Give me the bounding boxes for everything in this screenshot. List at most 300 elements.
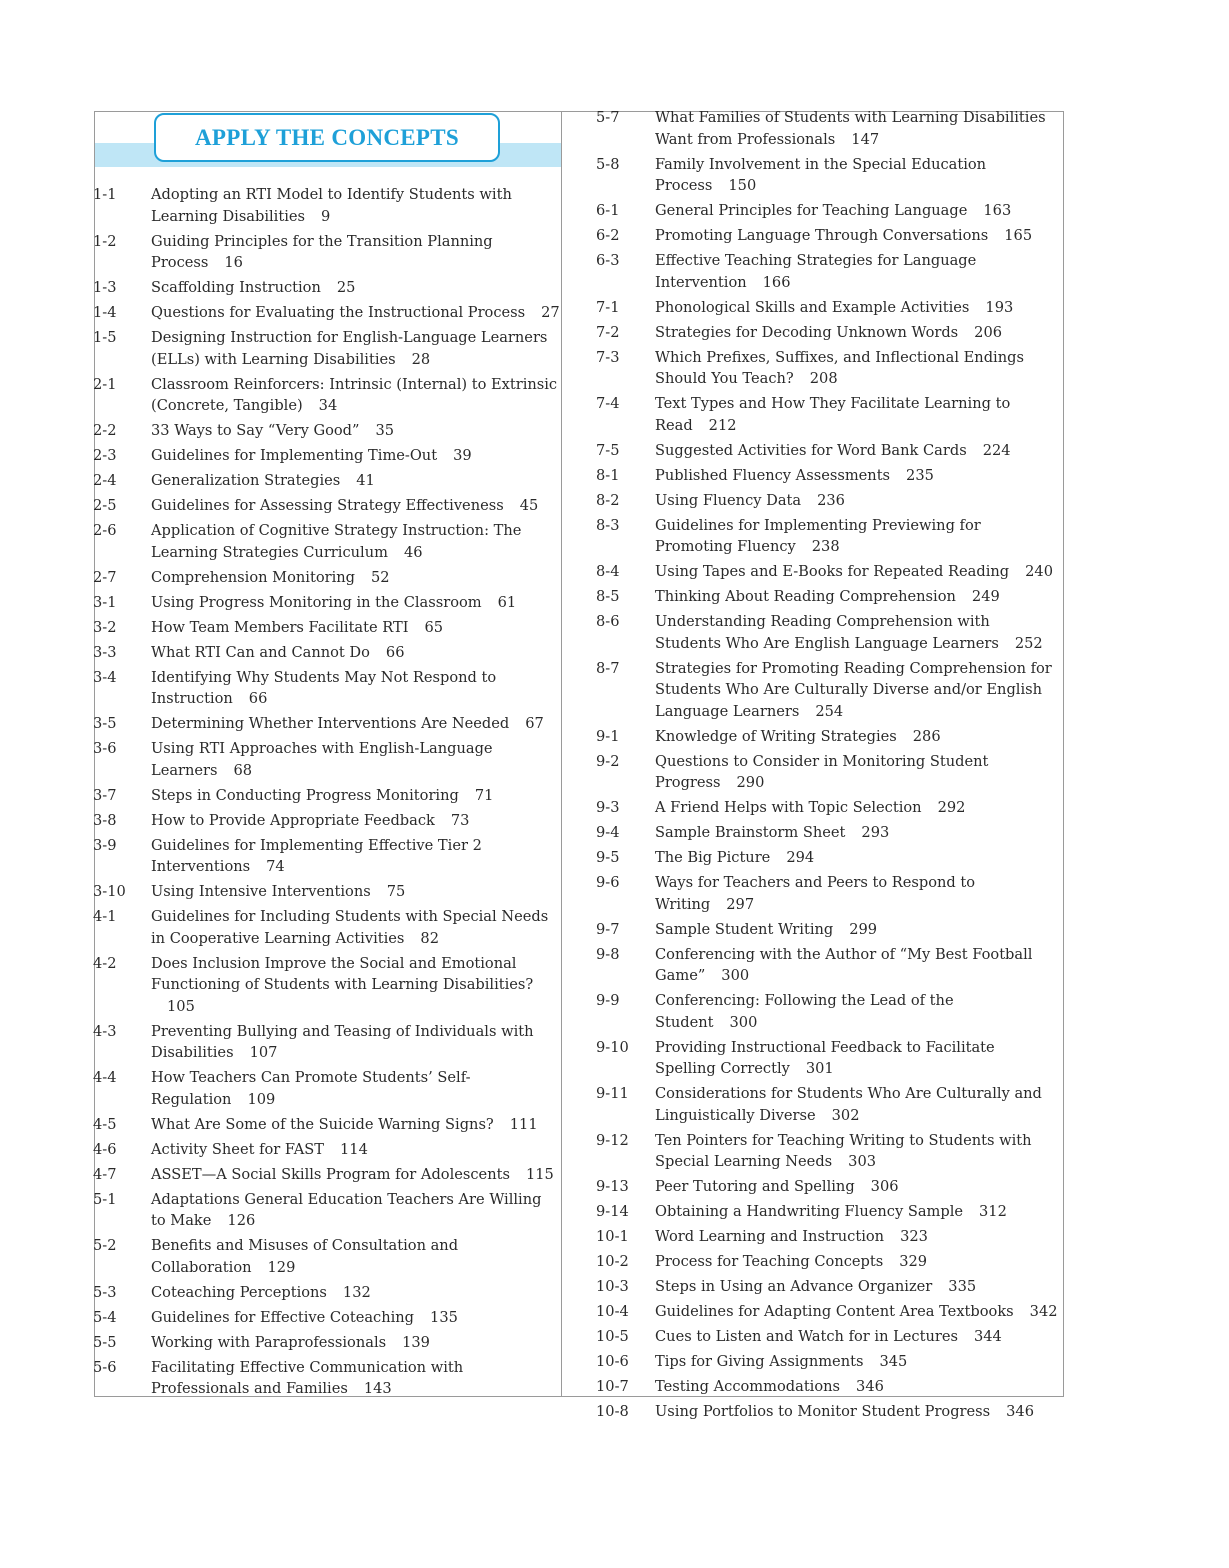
entry-number: 5-6 <box>93 1358 117 1376</box>
entry-text <box>655 490 1058 512</box>
section-heading: APPLY THE CONCEPTS <box>195 124 459 150</box>
entry-text <box>655 1083 1058 1126</box>
toc-entry <box>596 1226 1058 1248</box>
toc-entry <box>93 1067 560 1110</box>
entry-title: Suggested Activities for Word Bank Cards <box>655 441 967 459</box>
entry-title: Cues to Listen and Watch for in Lectures <box>655 1328 958 1345</box>
entry-text <box>151 1021 560 1064</box>
entry-number: 4-7 <box>93 1165 117 1183</box>
entry-title: Adaptations General Education Teachers Are Willing to Make <box>151 1190 542 1229</box>
toc-entry <box>93 713 560 735</box>
entry-text <box>151 567 560 589</box>
entry-text <box>655 297 1058 319</box>
toc-entry <box>93 906 560 949</box>
entry-text <box>151 470 560 492</box>
entry-text <box>655 751 1058 794</box>
entry-page: 28 <box>411 350 431 368</box>
entry-text <box>151 738 560 781</box>
entry-number: 6-3 <box>596 252 620 269</box>
entry-title: Guidelines for Implementing Previewing for Promoting Fluency <box>655 516 981 555</box>
entry-title: Providing Instructional Feedback to Facilitate Spelling Correctly <box>655 1038 995 1077</box>
entry-title: Scaffolding Instruction <box>151 279 321 296</box>
entry-title: ASSET—A Social Skills Program for Adolescents <box>151 1165 510 1183</box>
toc-entry <box>93 810 560 832</box>
toc-entry <box>596 393 1058 436</box>
entry-text <box>151 835 560 878</box>
entry-page: 286 <box>912 727 941 745</box>
entry-number: 10-1 <box>596 1228 629 1245</box>
toc-entry <box>93 567 560 589</box>
entry-title: Word Learning and Instruction <box>655 1228 885 1245</box>
toc-entry <box>93 1164 560 1186</box>
entry-text <box>151 713 560 735</box>
entry-number: 9-13 <box>596 1178 629 1195</box>
entry-page: 61 <box>497 593 517 611</box>
entry-number: 9-5 <box>596 849 620 866</box>
entry-page: 35 <box>375 422 395 439</box>
entry-title: Tips for Giving Assignments <box>655 1353 864 1370</box>
entry-text <box>655 726 1058 748</box>
toc-entry <box>93 1139 560 1161</box>
entry-title: Questions to Consider in Monitoring Student Progress <box>655 752 989 791</box>
entry-title: Strategies for Promoting Reading Comprehension for Students Who Are Culturally Diverse and/or English Language Learners <box>655 659 1052 720</box>
entry-number: 5-5 <box>93 1333 117 1351</box>
entry-text <box>151 642 560 664</box>
entry-title: Considerations for Students Who Are Culturally and Linguistically Diverse <box>655 1085 1042 1124</box>
entry-page: 235 <box>906 466 934 484</box>
entry-page: 25 <box>336 279 356 296</box>
toc-entry <box>93 327 560 370</box>
entry-page: 107 <box>249 1044 278 1061</box>
entry-title: Adopting an RTI Model to Identify Students with Learning Disabilities <box>151 186 512 225</box>
entry-title: Guidelines for Adapting Content Area Textbooks <box>655 1303 1014 1320</box>
heading-box <box>154 113 500 162</box>
toc-entry <box>596 225 1058 247</box>
entry-number: 9-12 <box>596 1131 629 1149</box>
entry-number: 9-6 <box>596 874 620 891</box>
entry-number: 3-9 <box>93 836 117 854</box>
entry-page: 300 <box>729 1013 758 1031</box>
entry-text <box>151 1307 560 1329</box>
entry-number: 9-14 <box>596 1203 629 1220</box>
entry-page: 236 <box>817 491 845 509</box>
entry-text <box>151 906 560 949</box>
entry-title: Guidelines for Implementing Effective Tier 2 Interventions <box>151 836 482 875</box>
toc-entry <box>596 1037 1058 1080</box>
entry-page: 299 <box>849 920 878 938</box>
entry-number: 4-6 <box>93 1140 117 1158</box>
entry-text <box>151 1164 560 1186</box>
entry-page: 41 <box>356 472 375 489</box>
toc-entry <box>596 1376 1058 1398</box>
right-column <box>596 107 1058 1426</box>
entry-title: Determining Whether Interventions Are Needed <box>151 715 510 732</box>
entry-page: 66 <box>248 690 268 707</box>
entry-text <box>655 1301 1058 1323</box>
toc-entry <box>596 797 1058 819</box>
entry-page: 346 <box>1006 1403 1034 1420</box>
entry-text <box>151 617 560 639</box>
toc-entry <box>93 881 560 903</box>
entry-title: What RTI Can and Cannot Do <box>151 643 370 661</box>
column-divider <box>561 111 562 1397</box>
toc-entry <box>596 726 1058 748</box>
entry-title: Thinking About Reading Comprehension <box>655 588 956 605</box>
entry-text <box>151 420 560 442</box>
entry-number: 10-6 <box>596 1353 629 1370</box>
entry-title: How Teachers Can Promote Students’ Self-Regulation <box>151 1069 471 1108</box>
toc-entry <box>596 561 1058 583</box>
entry-page: 65 <box>424 618 444 636</box>
entry-title: Which Prefixes, Suffixes, and Inflectional Endings Should You Teach? <box>655 348 1024 387</box>
toc-entry <box>93 520 560 563</box>
entry-page: 139 <box>402 1333 430 1351</box>
entry-text <box>151 445 560 467</box>
entry-text <box>151 184 560 227</box>
toc-entry <box>596 1276 1058 1298</box>
entry-page: 302 <box>831 1106 860 1124</box>
toc-entry <box>596 347 1058 390</box>
entry-text <box>151 231 560 274</box>
entry-text <box>655 250 1058 293</box>
entry-text <box>151 1139 560 1161</box>
entry-page: 105 <box>167 997 195 1015</box>
toc-entry <box>596 322 1058 344</box>
entry-title: Using RTI Approaches with English-Language Learners <box>151 740 493 779</box>
entry-text <box>655 393 1058 436</box>
toc-entry <box>596 1301 1058 1323</box>
entry-title: Published Fluency Assessments <box>655 466 891 484</box>
entry-page: 66 <box>385 643 405 661</box>
entry-number: 10-3 <box>596 1278 629 1295</box>
toc-entry <box>596 490 1058 512</box>
entry-page: 143 <box>363 1380 392 1397</box>
entry-title: Sample Student Writing <box>655 920 834 938</box>
entry-number: 10-2 <box>596 1253 629 1270</box>
toc-entry <box>596 1326 1058 1348</box>
toc-entry <box>93 642 560 664</box>
entry-title: Benefits and Misuses of Consultation and Collaboration <box>151 1237 459 1276</box>
entry-title: Testing Accommodations <box>655 1378 841 1395</box>
entry-text <box>151 1067 560 1110</box>
entry-title: Steps in Conducting Progress Monitoring <box>151 786 459 804</box>
entry-number: 4-3 <box>93 1022 117 1040</box>
toc-entry <box>93 1235 560 1278</box>
entry-text <box>151 667 560 710</box>
entry-number: 5-1 <box>93 1190 117 1208</box>
toc-entry <box>596 154 1058 197</box>
entry-title: Using Fluency Data <box>655 491 802 509</box>
entry-number: 5-7 <box>596 109 620 126</box>
toc-entry <box>596 1251 1058 1273</box>
entry-page: 329 <box>899 1253 928 1270</box>
entry-title: Identifying Why Students May Not Respond to Instruction <box>151 668 497 707</box>
toc-entry <box>93 1114 560 1136</box>
entry-title: Understanding Reading Comprehension with Students Who Are English Language Learners <box>655 613 999 652</box>
entry-page: 166 <box>762 273 791 291</box>
entry-number: 9-3 <box>596 799 620 816</box>
entry-text <box>151 1357 560 1400</box>
entry-number: 7-1 <box>596 298 620 316</box>
entry-title: Strategies for Decoding Unknown Words <box>655 323 959 341</box>
entry-text <box>655 347 1058 390</box>
entry-text <box>151 881 560 903</box>
entry-page: 312 <box>979 1203 1007 1220</box>
entry-text <box>655 990 1058 1033</box>
toc-entry <box>93 302 560 324</box>
entry-title: Generalization Strategies <box>151 472 341 489</box>
toc-entry <box>93 231 560 274</box>
entry-page: 111 <box>509 1115 538 1133</box>
entry-page: 52 <box>371 568 390 586</box>
entry-page: 132 <box>342 1283 371 1301</box>
entry-page: 129 <box>267 1258 296 1276</box>
toc-entry <box>596 847 1058 869</box>
entry-title: Sample Brainstorm Sheet <box>655 824 846 841</box>
entry-title: 33 Ways to Say “Very Good” <box>151 422 360 439</box>
toc-entry <box>93 835 560 878</box>
entry-number: 9-9 <box>596 992 620 1009</box>
entry-page: 335 <box>948 1278 977 1295</box>
entry-text <box>655 515 1058 558</box>
entry-number: 8-1 <box>596 466 620 484</box>
entry-number: 3-6 <box>93 740 117 757</box>
entry-page: 150 <box>728 177 757 194</box>
entry-number: 4-5 <box>93 1115 117 1133</box>
entry-number: 9-10 <box>596 1038 629 1056</box>
entry-title: Guidelines for Effective Coteaching <box>151 1308 415 1326</box>
entry-page: 297 <box>726 895 755 913</box>
entry-text <box>655 847 1058 869</box>
entry-text <box>655 1176 1058 1198</box>
entry-page: 212 <box>708 416 737 434</box>
entry-number: 9-2 <box>596 752 620 770</box>
entry-title: Application of Cognitive Strategy Instruction: The Learning Strategies Curriculum <box>151 522 522 561</box>
entry-page: 165 <box>1004 227 1033 244</box>
entry-title: Preventing Bullying and Teasing of Individuals with Disabilities <box>151 1022 534 1061</box>
toc-entry <box>93 420 560 442</box>
entry-title: Facilitating Effective Communication with Professionals and Families <box>151 1358 464 1397</box>
entry-number: 2-6 <box>93 522 117 539</box>
toc-entry <box>93 1307 560 1329</box>
entry-page: 323 <box>900 1228 928 1245</box>
entry-number: 7-3 <box>596 348 620 366</box>
entry-text <box>151 1114 560 1136</box>
entry-page: 147 <box>851 130 880 148</box>
entry-page: 135 <box>430 1308 458 1326</box>
entry-text <box>151 374 560 417</box>
entry-title: Guidelines for Implementing Time-Out <box>151 447 438 464</box>
entry-text <box>151 592 560 614</box>
entry-number: 2-5 <box>93 497 117 514</box>
entry-page: 163 <box>983 202 1012 219</box>
entry-page: 71 <box>474 786 494 804</box>
entry-page: 45 <box>519 497 539 514</box>
toc-entry <box>596 250 1058 293</box>
entry-number: 3-1 <box>93 593 117 611</box>
entry-number: 8-7 <box>596 659 620 677</box>
entry-text <box>655 919 1058 941</box>
toc-entry <box>596 1201 1058 1223</box>
entry-page: 249 <box>971 588 1000 605</box>
toc-entry <box>93 785 560 807</box>
entry-number: 5-3 <box>93 1283 117 1301</box>
entry-title: Obtaining a Handwriting Fluency Sample <box>655 1203 964 1220</box>
entry-title: Comprehension Monitoring <box>151 568 355 586</box>
entry-title: Process for Teaching Concepts <box>655 1253 884 1270</box>
entry-title: Family Involvement in the Special Education Process <box>655 155 987 194</box>
entry-title: Knowledge of Writing Strategies <box>655 727 897 745</box>
entry-page: 126 <box>227 1212 256 1229</box>
toc-entry <box>596 200 1058 222</box>
toc-entry <box>93 277 560 299</box>
entry-title: Does Inclusion Improve the Social and Emotional Functioning of Students with Learning Disabilities? <box>151 954 534 993</box>
entry-number: 2-4 <box>93 472 117 489</box>
entry-page: 34 <box>318 397 338 414</box>
entry-page: 238 <box>811 538 840 555</box>
entry-page: 67 <box>525 715 544 732</box>
entry-page: 114 <box>340 1140 368 1158</box>
entry-text <box>151 1282 560 1304</box>
entry-text <box>655 107 1058 150</box>
entry-text <box>655 1130 1058 1173</box>
entry-page: 73 <box>450 811 470 829</box>
entry-title: General Principles for Teaching Language <box>655 202 968 219</box>
toc-entry <box>93 1021 560 1064</box>
toc-entry <box>93 495 560 517</box>
entry-number: 5-4 <box>93 1308 117 1326</box>
entry-title: Using Intensive Interventions <box>151 883 371 900</box>
entry-text <box>655 1201 1058 1223</box>
entry-page: 344 <box>973 1328 1002 1345</box>
entry-text <box>655 822 1058 844</box>
entry-number: 10-8 <box>596 1403 629 1420</box>
entry-title: Working with Paraprofessionals <box>151 1333 387 1351</box>
entry-number: 6-2 <box>596 227 620 244</box>
entry-number: 4-2 <box>93 954 117 972</box>
entry-title: Conferencing: Following the Lead of the Student <box>655 992 954 1031</box>
toc-entry <box>596 751 1058 794</box>
entry-text <box>655 200 1058 222</box>
entry-page: 303 <box>848 1153 877 1170</box>
toc-entry <box>93 667 560 710</box>
entry-title: Guiding Principles for the Transition Planning Process <box>151 232 493 271</box>
entry-title: How Team Members Facilitate RTI <box>151 618 409 636</box>
entry-number: 8-6 <box>596 613 620 630</box>
entry-number: 5-2 <box>93 1237 117 1254</box>
toc-entry <box>596 297 1058 319</box>
entry-title: Using Tapes and E-Books for Repeated Reading <box>655 563 1010 580</box>
entry-number: 7-5 <box>596 441 620 459</box>
entry-title: Using Progress Monitoring in the Classroom <box>151 593 482 611</box>
entry-number: 6-1 <box>596 202 620 219</box>
entry-number: 7-2 <box>596 323 620 341</box>
entry-number: 10-5 <box>596 1328 629 1345</box>
entry-number: 3-3 <box>93 643 117 661</box>
entry-number: 9-4 <box>596 824 620 841</box>
toc-entry <box>93 592 560 614</box>
entry-number: 9-8 <box>596 945 620 963</box>
entry-number: 8-3 <box>596 516 620 534</box>
toc-entry <box>596 440 1058 462</box>
entry-page: 39 <box>453 447 472 464</box>
entry-number: 3-4 <box>93 668 117 686</box>
entry-page: 345 <box>879 1353 908 1370</box>
entry-text <box>655 561 1058 583</box>
entry-title: What Families of Students with Learning Disabilities Want from Professionals <box>655 109 1046 148</box>
toc-entry <box>93 470 560 492</box>
entry-text <box>655 154 1058 197</box>
entry-title: Activity Sheet for FAST <box>151 1140 325 1158</box>
entry-text <box>655 322 1058 344</box>
entry-page: 208 <box>809 370 838 387</box>
toc-entry <box>596 944 1058 987</box>
entry-title: A Friend Helps with Topic Selection <box>655 799 922 816</box>
entry-title: Conferencing with the Author of “My Best Football Game” <box>655 945 1033 984</box>
entry-text <box>655 1037 1058 1080</box>
entry-number: 1-4 <box>93 304 117 321</box>
entry-number: 8-4 <box>596 563 620 580</box>
entry-text <box>655 1376 1058 1398</box>
entry-text <box>151 277 560 299</box>
toc-entry <box>93 617 560 639</box>
entry-number: 3-8 <box>93 811 117 829</box>
entry-page: 206 <box>974 323 1003 341</box>
entry-text <box>151 810 560 832</box>
toc-entry <box>596 465 1058 487</box>
entry-page: 301 <box>805 1060 834 1077</box>
entry-page: 46 <box>403 543 423 561</box>
entry-title: Questions for Evaluating the Instructional Process <box>151 304 526 321</box>
entry-text <box>655 1326 1058 1348</box>
entry-number: 1-2 <box>93 232 117 250</box>
entry-text <box>655 797 1058 819</box>
toc-entry <box>596 1130 1058 1173</box>
entry-number: 1-3 <box>93 279 117 296</box>
toc-entry <box>596 586 1058 608</box>
toc-entry <box>596 822 1058 844</box>
entry-page: 16 <box>224 254 243 271</box>
toc-entry <box>596 611 1058 654</box>
toc-entry <box>93 1357 560 1400</box>
entry-title: Phonological Skills and Example Activities <box>655 298 970 316</box>
entry-title: Text Types and How They Facilitate Learning to Read <box>655 395 1011 434</box>
entry-page: 240 <box>1025 563 1053 580</box>
entry-page: 252 <box>1014 634 1043 652</box>
toc-entry <box>596 1351 1058 1373</box>
toc-entry <box>596 872 1058 915</box>
entry-page: 109 <box>247 1090 276 1108</box>
entry-page: 193 <box>985 298 1014 316</box>
toc-entry <box>596 1083 1058 1126</box>
entry-text <box>655 872 1058 915</box>
entry-number: 9-1 <box>596 727 620 745</box>
entry-text <box>151 327 560 370</box>
entry-number: 9-7 <box>596 920 620 938</box>
toc-entry <box>93 374 560 417</box>
toc-entry <box>596 107 1058 150</box>
entry-title: How to Provide Appropriate Feedback <box>151 811 435 829</box>
entry-number: 9-11 <box>596 1085 629 1102</box>
entry-page: 292 <box>937 799 966 816</box>
entry-number: 3-5 <box>93 715 117 732</box>
entry-text <box>655 465 1058 487</box>
entry-number: 2-1 <box>93 375 117 393</box>
entry-number: 10-4 <box>596 1303 629 1320</box>
entry-number: 8-2 <box>596 491 620 509</box>
entry-page: 224 <box>982 441 1011 459</box>
entry-text <box>655 1276 1058 1298</box>
